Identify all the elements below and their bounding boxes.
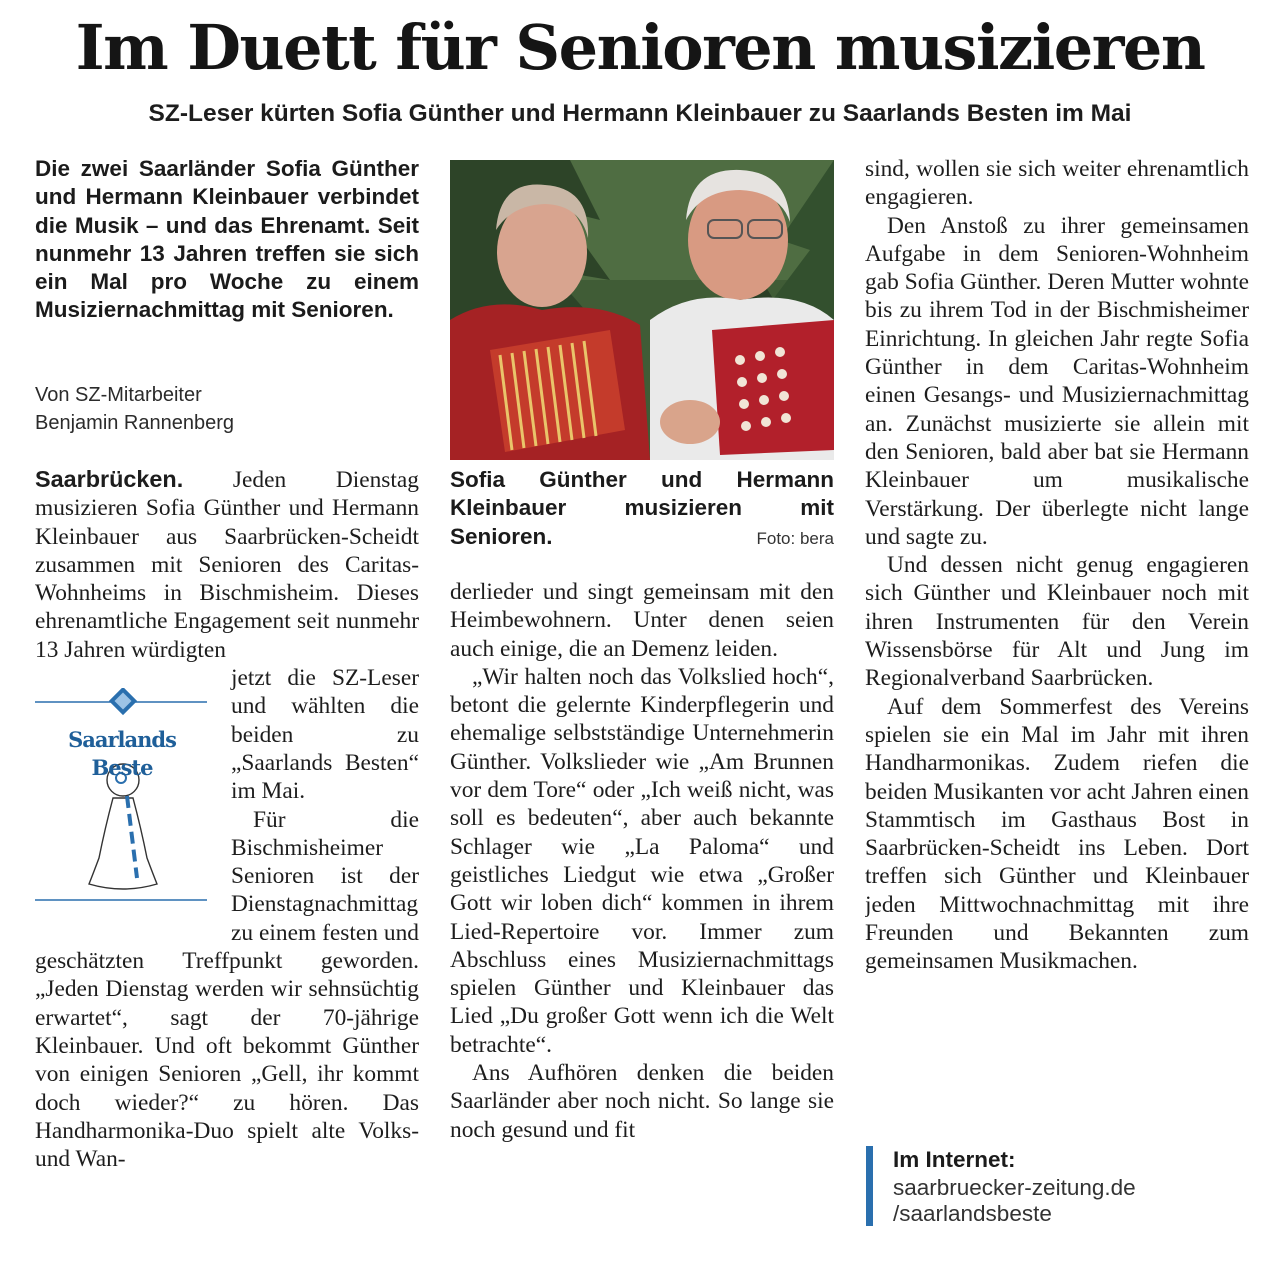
photo-credit: Foto: bera xyxy=(756,529,834,548)
photo-caption: Sofia Günther und Hermann Kleinbauer musizieren mit Senioren. xyxy=(450,467,834,549)
col1-paragraph-1-end: jetzt die SZ-Leser und wählten die beiden zu „Saarlands Besten“ im Mai. xyxy=(231,665,419,805)
col2-paragraph-2: „Wir halten noch das Volkslied hoch“, betont die gelernte Kinderpflegerin und ehemalige selbstständige Unternehmerin Günther. Volkslieder wie „Am Brunnen vor dem Tore“ oder „Ich weiß nicht, was soll es bedeuten“, aber auch bekannte Schlager wie „La Paloma“ und geistliches Liedgut wie etwa „Großer Gott wir loben dich“ kommen in ihrem Lied-Repertoire vor. Immer zum Abschluss eines Musiziernachmittags spielen Günther und Kleinbauer das Lied „Du großer Gott wenn ich die Welt betrachte“. xyxy=(450,663,834,1058)
col2-paragraph-1: derlieder und singt gemeinsam mit den Heimbewohnern. Unter denen seien auch einige, die an Demenz leiden. xyxy=(450,579,834,662)
headline: Im Duett für Senioren musizieren xyxy=(75,11,1205,84)
internet-link-line-1[interactable]: saarbruecker-zeitung.de xyxy=(893,1175,1136,1200)
col1-paragraph-1-start: Jeden Dienstag musizieren Sofia Günther und Hermann Kleinbauer aus Saarbrücken-Scheidt zusammen mit Senioren des Caritas-Wohnheims in Bischmisheim. Dieses ehrenamtliche Engagement seit nunmehr 13 Jahren würdigten xyxy=(35,467,419,663)
col3-paragraph-1: sind, wollen sie sich weiter ehrenamtlich engagieren. xyxy=(865,156,1249,211)
intro-paragraph: Die zwei Saarländer Sofia Günther und Hermann Kleinbauer verbindet die Musik – und das Ehrenamt. Seit nunmehr 13 Jahren treffen sie sich ein Mal pro Woche zu einem Musiziernachmittag mit Senioren. xyxy=(35,156,419,323)
saarlands-beste-logo xyxy=(35,688,231,930)
author-line-1: Von SZ-Mitarbeiter xyxy=(35,384,202,406)
photo-musicians xyxy=(450,160,834,460)
col2-paragraph-3: Ans Aufhören denken die beiden Saarländer aber noch nicht. So lange sie noch gesund und fit xyxy=(450,1060,834,1143)
col3-paragraph-3: Und dessen nicht genug engagieren sich Günther und Kleinbauer noch mit ihren Instrumenten für den Verein Wissensbörse für Alt und Jung im Regionalverband Saarbrücken. xyxy=(865,552,1249,692)
col3-paragraph-4: Auf dem Sommerfest des Vereins spielen sie ein Mal im Jahr mit ihren Handharmonikas. Zudem riefen die beiden Musikanten vor acht Jahren einen Stammtisch im Gasthaus Bost in Saarbrücken-Scheidt ins Leben. Dort treffen sich Günther und Kleinbauer jeden Mittwochnachmittag mit ihre Freunden und Bekannten zum gemeinsamen Musikmachen. xyxy=(865,693,1249,975)
saarlands-beste-logo-graphic xyxy=(35,688,209,930)
col1-paragraph-2: Für die Bischmisheimer Senioren ist der Dienstagnachmittag zu einem festen und geschätzten Treffpunkt geworden. „Jeden Dienstag werden wir sehnsüchtig erwartet“, sagt der 70-jährige Kleinbauer. Und oft bekommt Günther von einigen Senioren „Gell, ihr kommt doch wieder?“ zu hören. Das Handharmonika-Duo spielt alte Volks- und Wan- xyxy=(35,806,419,1173)
author-byline xyxy=(35,381,419,437)
column-1 xyxy=(35,465,419,1245)
saarlands-beste-logo-text: Saarlands Beste xyxy=(68,727,176,781)
author-line-2: Benjamin Rannenberg xyxy=(35,412,235,434)
column-2 xyxy=(450,578,834,1238)
internet-box xyxy=(866,1146,1246,1226)
subheadline: SZ-Leser kürten Sofia Günther und Hermann Kleinbauer zu Saarlands Besten im Mai xyxy=(148,100,1132,127)
column-3 xyxy=(865,155,1249,1135)
photo-illustration xyxy=(450,160,834,460)
internet-link-line-2[interactable]: /saarlandsbeste xyxy=(893,1201,1052,1226)
dateline: Saarbrücken. xyxy=(35,466,184,492)
col3-paragraph-2: Den Anstoß zu ihrer gemeinsamen Aufgabe in dem Senioren-Wohnheim gab Sofia Günther. Deren Mutter wohnte bis zu ihrem Tod in der Bischmisheimer Einrichtung. In gleichen Jahr regte Sofia Günther in dem Caritas-Wohnheim einen Gesangs- und Musiziernachmittag an. Zunächst musizierte sie allein mit den Senioren, bald aber bat sie Hermann Kleinbauer um musikalische Verstärkung. Der überlegte nicht lange und sagte zu. xyxy=(865,212,1249,550)
internet-label: Im Internet: xyxy=(893,1147,1016,1172)
